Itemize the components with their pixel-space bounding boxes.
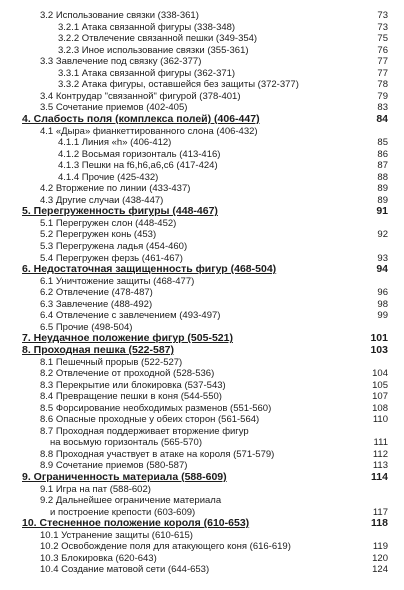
toc-entry-title: 5.1 Перегружен слон (448-452) [40, 217, 177, 229]
toc-entry-title: 8.7 Проходная поддерживает вторжение фигур [40, 425, 249, 437]
toc-page-number: 94 [376, 263, 388, 276]
toc-entry-title: 10.2 Освобождение поля для атакующего коня (616-619) [40, 541, 291, 553]
toc-page-number: 88 [377, 171, 388, 183]
toc-page-number: 108 [372, 402, 388, 414]
toc-page-number: 84 [376, 112, 388, 125]
toc-page-number: 98 [377, 298, 388, 310]
toc-page-number: 96 [377, 287, 388, 299]
toc-page-number: 93 [377, 252, 388, 264]
toc-entry-title: 4.1.2 Восьмая горизонталь (413-416) [58, 148, 221, 160]
toc-page-number: 89 [377, 194, 388, 206]
toc-page-number: 120 [372, 552, 388, 564]
toc-entry-title: 4.1.4 Прочие (425-432) [58, 171, 159, 183]
toc-page-number: 79 [377, 90, 388, 102]
toc-page-number: 77 [377, 56, 388, 68]
toc-page-number: 91 [376, 205, 388, 218]
toc-entry-title: 3.3 Завлечение под связку (362-377) [40, 56, 202, 68]
toc-entry-title: 6.3 Завлечение (488-492) [40, 298, 153, 310]
toc-entry-title: 9.1 Игра на пат (588-602) [40, 483, 151, 495]
toc-page-number: 113 [372, 460, 388, 472]
toc-entry-title: 3.3.1 Атака связанной фигуры (362-371) [58, 67, 236, 79]
toc-entry-title: на восьмую горизонталь (565-570) [50, 437, 203, 449]
toc-entry-title: 3.2.3 Иное использование связки (355-361) [58, 44, 249, 56]
toc-page-number: 78 [377, 79, 388, 91]
toc-page-number: 103 [370, 343, 388, 356]
toc-entry-title: 3.2 Использование связки (338-361) [40, 10, 199, 21]
toc-page-number: 87 [377, 160, 388, 172]
toc-section-title: 9. Ограниченность материала (588-609) [22, 471, 227, 483]
toc-page-number: 107 [372, 391, 388, 403]
toc-page-number: 75 [377, 33, 388, 45]
toc-page-number: 83 [377, 102, 388, 114]
toc-page-number: 105 [372, 379, 388, 391]
toc-entry-title: 6.1 Уничтожение защиты (468-477) [40, 275, 195, 287]
toc-entry-title: 3.5 Сочетание приемов (402-405) [40, 102, 188, 114]
toc-entry-title: 8.5 Форсирование необходимых разменов (551-560) [40, 402, 272, 414]
toc-page-number: 86 [377, 148, 388, 160]
toc-entry-title: 10.4 Создание матовой сети (644-653) [40, 564, 210, 576]
toc-section-title: 6. Недостаточная защищенность фигур (468-504) [22, 263, 277, 276]
toc-section-title: 8. Проходная пешка (522-587) [22, 343, 175, 356]
toc-section-title: 10. Стесненное положение короля (610-653) [22, 517, 250, 530]
toc-entry-title: 5.4 Перегружен ферзь (461-467) [40, 252, 183, 264]
toc-entry-title: 4.1.1 Линия «h» (406-412) [58, 137, 172, 149]
toc-entry-title: 6.4 Отвлечение с завлечением (493-497) [40, 310, 221, 322]
toc-entry-title: 6.2 Отвлечение (478-487) [40, 287, 153, 299]
toc-entry-title: 4.1 «Дыра» фианкеттированного слона (406-432) [40, 125, 258, 137]
toc-entry-title: 8.8 Проходная участвует в атаке на короля (571-579) [40, 448, 275, 460]
toc-section-title: 7. Неудачное положение фигур (505-521) [22, 332, 233, 345]
toc-entry-title: 5.3 Перегружена ладья (454-460) [40, 241, 188, 252]
toc-page-number: 92 [377, 229, 388, 241]
toc-entry-title: 6.5 Прочие (498-504) [40, 321, 133, 333]
toc-page-number: 101 [370, 332, 388, 345]
toc-entry-title: 4.1.3 Пешки на f6,h6,а6,с6 (417-424) [58, 160, 218, 172]
toc-entry-title: 10.3 Блокировка (620-643) [40, 552, 157, 564]
toc-page-number: 112 [372, 448, 388, 460]
toc-section-title: 4. Слабость поля (комплекса полей) (406-447) [22, 112, 260, 125]
toc-entry-title: 4.3 Другие случаи (438-447) [40, 194, 164, 206]
toc-page-number: 99 [377, 310, 388, 322]
toc-page-number: 104 [372, 368, 388, 380]
toc-page-number: 110 [372, 414, 388, 426]
toc-entry-row [0, 563, 404, 576]
toc-entry-title: и построение крепости (603-609) [50, 506, 196, 518]
toc-entry-title: 8.3 Перекрытие или блокировка (537-543) [40, 379, 226, 391]
toc-page-number: 76 [377, 44, 388, 56]
toc-entry-title: 8.6 Опасные проходные у обеих сторон (561-564) [40, 414, 260, 426]
toc-page-number: 124 [372, 564, 388, 576]
toc-entry-title: 8.2 Отвлечение от проходной (528-536) [40, 368, 215, 380]
toc-page-number: 85 [377, 137, 388, 149]
toc-page-number: 111 [373, 437, 388, 449]
toc-page-number: 89 [377, 183, 388, 195]
toc-page-number: 77 [377, 67, 388, 79]
toc-entry-title: 8.4 Превращение пешки в коня (544-550) [40, 391, 222, 403]
toc-page-number: 117 [372, 506, 388, 518]
toc-entry-title: 3.3.2 Атака фигуры, оставшейся без защиты (372-377) [58, 79, 299, 91]
toc-entry-title: 8.9 Сочетание приемов (580-587) [40, 460, 188, 472]
toc-page-number: 114 [371, 471, 388, 483]
toc-entry-title: 9.2 Дальнейшее ограничение материала [40, 495, 222, 507]
toc-page-number: 73 [377, 10, 388, 21]
toc-page-number: 118 [371, 517, 388, 530]
toc-entry-title: 10.1 Устранение защиты (610-615) [40, 529, 193, 541]
toc-page-number: 119 [372, 541, 388, 553]
toc-page-number: 73 [377, 21, 388, 33]
toc-entry-title: 5.2 Перегружен конь (453) [40, 229, 157, 241]
toc-entry-title: 4.2 Вторжение по линии (433-437) [40, 183, 191, 195]
toc-entry-title: 3.2.2 Отвлечение связанной пешки (349-354) [58, 33, 258, 45]
toc-entry-title: 3.4 Контрудар "связанной" фигурой (378-401) [40, 90, 241, 102]
toc-entry-title: 8.1 Пешечный прорыв (522-527) [40, 356, 183, 368]
toc-section-title: 5. Перегруженность фигуры (448-467) [22, 205, 218, 218]
toc-entry-title: 3.2.1 Атака связанной фигуры (338-348) [58, 21, 236, 33]
